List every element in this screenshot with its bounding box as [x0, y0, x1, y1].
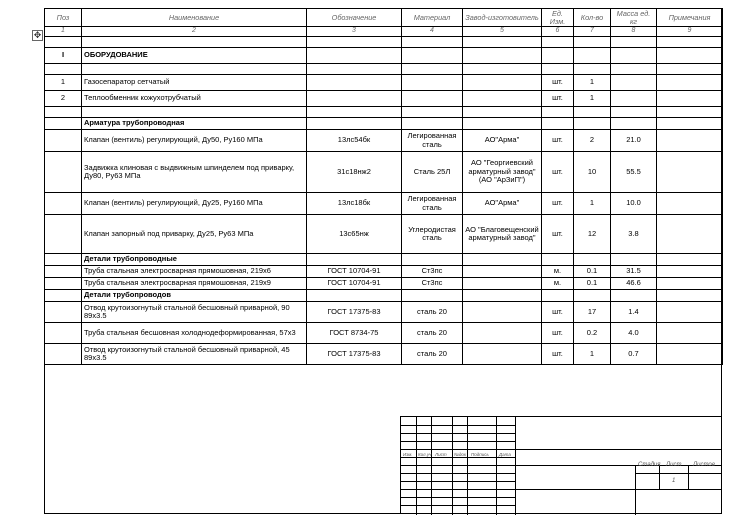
cell-qty: 1 — [574, 344, 611, 365]
cell-mass: 4.0 — [611, 323, 657, 344]
cell-unit: м. — [542, 266, 574, 278]
cell-mass: 1.4 — [611, 302, 657, 323]
column-number-row — [45, 27, 723, 37]
stamp-line — [659, 465, 660, 489]
cell-designation: 13лс54бк — [307, 130, 402, 152]
table-row — [45, 152, 723, 193]
specification-table — [44, 8, 723, 365]
stamp-line — [688, 465, 689, 489]
column-number: 2 — [82, 27, 307, 37]
stamp-line — [496, 417, 497, 515]
stamp-line — [401, 457, 515, 458]
cell-name: Труба стальная бесшовная холоднодеформированная, 57х3 — [82, 323, 307, 344]
cell-qty: 17 — [574, 302, 611, 323]
section-row — [45, 48, 723, 64]
cell-unit: шт. — [542, 323, 574, 344]
cell-unit: м. — [542, 278, 574, 290]
cell-name: Клапан запорный под приварку, Ду25, Ру63 МПа — [82, 215, 307, 254]
cell-designation: 13лс18бк — [307, 193, 402, 215]
header-pos: Поз — [45, 9, 82, 27]
cell-qty: 0.1 — [574, 278, 611, 290]
table-row — [45, 130, 723, 152]
header-unit: Ед. Изм. — [542, 9, 574, 27]
cell-qty: 10 — [574, 152, 611, 193]
stamp-line — [401, 433, 515, 434]
stamp-line — [635, 465, 636, 515]
stamp-line — [401, 425, 515, 426]
cell-unit: шт. — [542, 215, 574, 254]
subsection-row — [45, 118, 723, 130]
subsection-title: Детали трубопроводов — [82, 290, 307, 302]
section-number: I — [45, 48, 82, 64]
cell-designation: ГОСТ 8734-75 — [307, 323, 402, 344]
cell-name: Газосепаратор сетчатый — [82, 75, 307, 91]
header-notes: Примечания — [657, 9, 723, 27]
cell-name: Труба стальная электросварная прямошовная, 219х6 — [82, 266, 307, 278]
column-number: 3 — [307, 27, 402, 37]
cell-name: Теплообменник кожухотрубчатый — [82, 91, 307, 107]
header-name: Наименование — [82, 9, 307, 27]
subsection-title: Детали трубопроводные — [82, 254, 307, 266]
stamp-line — [515, 489, 722, 490]
title-block — [400, 416, 722, 514]
stamp-label-list: Лист — [435, 452, 447, 457]
table-row — [45, 266, 723, 278]
column-number: 4 — [402, 27, 463, 37]
empty-row — [45, 64, 723, 75]
cell-designation: ГОСТ 17375-83 — [307, 302, 402, 323]
table-row — [45, 193, 723, 215]
cell-unit: шт. — [542, 130, 574, 152]
cell-material: Ст3пс — [402, 266, 463, 278]
column-number: 5 — [463, 27, 542, 37]
stamp-label-data: Дата — [499, 452, 511, 457]
cell-unit: шт. — [542, 302, 574, 323]
cell-qty: 1 — [574, 193, 611, 215]
table-row — [45, 91, 723, 107]
cell-pos: 2 — [45, 91, 82, 107]
stamp-line — [431, 417, 432, 515]
header-manufacturer: Завод-изготовитель — [463, 9, 542, 27]
cell-mass: 21.0 — [611, 130, 657, 152]
stamp-label-stadiya: Стадия — [638, 462, 661, 468]
cell-mass: 46.6 — [611, 278, 657, 290]
column-number: 1 — [45, 27, 82, 37]
stamp-label-izm: Изм. — [403, 452, 413, 457]
cell-designation: ГОСТ 10704-91 — [307, 266, 402, 278]
column-number: 9 — [657, 27, 723, 37]
column-number: 8 — [611, 27, 657, 37]
table-row — [45, 278, 723, 290]
cell-mass: 3.8 — [611, 215, 657, 254]
cell-material: Ст3пс — [402, 278, 463, 290]
cell-qty: 0.1 — [574, 266, 611, 278]
empty-row — [45, 107, 723, 118]
stamp-line — [467, 417, 468, 515]
cell-unit: шт. — [542, 91, 574, 107]
cell-unit: шт. — [542, 152, 574, 193]
cell-unit: шт. — [542, 344, 574, 365]
cell-material: сталь 20 — [402, 302, 463, 323]
empty-row — [45, 37, 723, 48]
stamp-label-podpis: Подпись — [471, 452, 489, 457]
stamp-line — [635, 473, 722, 474]
cell-manufacturer: АО"Арма" — [463, 130, 542, 152]
cell-unit: шт. — [542, 193, 574, 215]
stamp-line — [401, 481, 515, 482]
cell-designation: 13с65нж — [307, 215, 402, 254]
table-row — [45, 75, 723, 91]
cell-mass: 10.0 — [611, 193, 657, 215]
cell-designation: ГОСТ 17375-83 — [307, 344, 402, 365]
stamp-line — [401, 473, 515, 474]
stamp-line — [416, 417, 417, 515]
cell-unit: шт. — [542, 75, 574, 91]
column-number: 7 — [574, 27, 611, 37]
stamp-line — [401, 449, 722, 450]
table-move-handle-icon[interactable]: ✥ — [33, 30, 42, 40]
cell-pos: 1 — [45, 75, 82, 91]
cell-material: Легированная сталь — [402, 193, 463, 215]
cell-manufacturer: АО"Арма" — [463, 193, 542, 215]
cell-material: сталь 20 — [402, 323, 463, 344]
cell-designation: ГОСТ 10704-91 — [307, 278, 402, 290]
header-designation: Обозначение — [307, 9, 402, 27]
header-mass: Масса ед. кг — [611, 9, 657, 27]
cell-manufacturer: АО "Георгиевский арматурный завод" (АО "АрЗиП") — [463, 152, 542, 193]
table-row — [45, 344, 723, 365]
cell-manufacturer: АО "Благовещенский арматурный завод" — [463, 215, 542, 254]
subsection-row — [45, 254, 723, 266]
stamp-label-list2: Лист — [666, 462, 682, 468]
cell-name: Труба стальная электросварная прямошовная, 219х9 — [82, 278, 307, 290]
cell-mass: 0.7 — [611, 344, 657, 365]
stamp-label-ndok: №док — [454, 452, 466, 457]
column-number: 6 — [542, 27, 574, 37]
stamp-line — [452, 417, 453, 515]
header-material: Материал — [402, 9, 463, 27]
cell-material: Углеродистая сталь — [402, 215, 463, 254]
cell-name: Клапан (вентиль) регулирующий, Ду50, Ру160 МПа — [82, 130, 307, 152]
table-row — [45, 323, 723, 344]
cell-material: Легированная сталь — [402, 130, 463, 152]
stamp-line — [515, 417, 516, 515]
stamp-label-kol-uch: Кол.уч — [418, 452, 432, 457]
table-row — [45, 302, 723, 323]
cell-mass: 31.5 — [611, 266, 657, 278]
stamp-line — [401, 441, 515, 442]
cell-name: Клапан (вентиль) регулирующий, Ду25, Ру160 МПа — [82, 193, 307, 215]
stamp-label-listov: Листов — [693, 462, 715, 468]
cell-mass: 55.5 — [611, 152, 657, 193]
subsection-title: Арматура трубопроводная — [82, 118, 307, 130]
stamp-line — [401, 497, 515, 498]
stamp-sheet-number: 1 — [672, 478, 676, 484]
cell-name: Отвод крутоизогнутый стальной бесшовный приварной, 90 89х3.5 — [82, 302, 307, 323]
subsection-row — [45, 290, 723, 302]
stamp-line — [401, 489, 515, 490]
table-row — [45, 215, 723, 254]
cell-name: Задвижка клиновая с выдвижным шпинделем под приварку, Ду80, Ру63 МПа — [82, 152, 307, 193]
cell-designation: 31с18нж2 — [307, 152, 402, 193]
cell-material: Сталь 25Л — [402, 152, 463, 193]
stamp-line — [401, 505, 515, 506]
cell-name: Отвод крутоизогнутый стальной бесшовный приварной, 45 89х3.5 — [82, 344, 307, 365]
cell-qty: 1 — [574, 75, 611, 91]
cell-material: сталь 20 — [402, 344, 463, 365]
cell-qty: 2 — [574, 130, 611, 152]
cell-qty: 1 — [574, 91, 611, 107]
header-row — [45, 9, 723, 27]
header-qty: Кол-во — [574, 9, 611, 27]
cell-qty: 0.2 — [574, 323, 611, 344]
section-title: ОБОРУДОВАНИЕ — [82, 48, 307, 64]
cell-qty: 12 — [574, 215, 611, 254]
